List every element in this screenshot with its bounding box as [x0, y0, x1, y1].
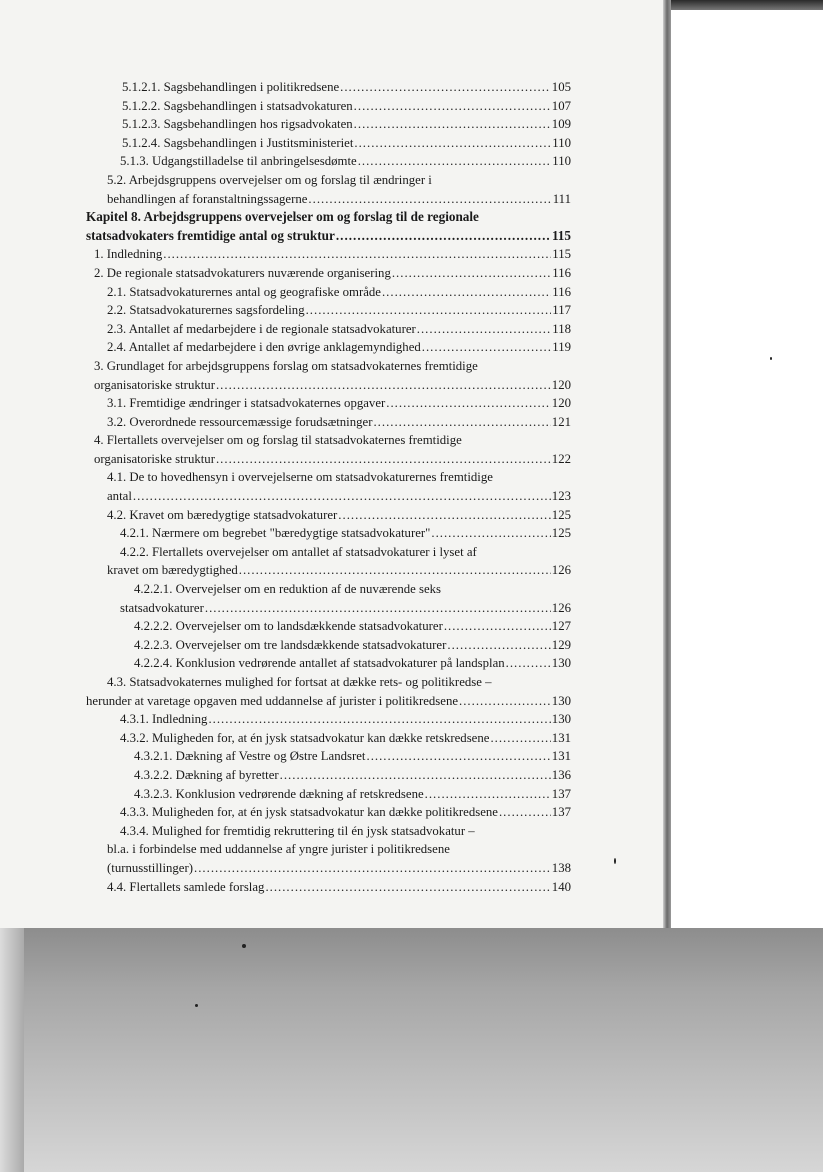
toc-entry[interactable]	[86, 710, 571, 729]
toc-entry-page: 123	[551, 489, 571, 504]
table-of-contents	[86, 78, 571, 896]
toc-entry-title: 2. De regionale statsadvokaturers nuværende organisering	[94, 265, 391, 280]
toc-entry-title: 4.3.2. Muligheden for, at én jysk statsadvokatur kan dække retskredsene	[120, 730, 490, 745]
toc-entry-page: 130	[551, 693, 571, 708]
toc-entry[interactable]	[86, 859, 571, 878]
toc-entry-page: 130	[551, 712, 571, 727]
toc-entry-title-line1: 4.2.2. Flertallets overvejelser om antallet af statsadvokaturer i lyset af	[120, 544, 477, 559]
toc-entry-title: 4.2.2.4. Konklusion vedrørende antallet af statsadvokaturer på landsplan	[134, 656, 505, 671]
toc-entry-page: 115	[552, 247, 571, 262]
toc-entry-page: 116	[552, 284, 571, 299]
toc-entry-title-line1: 4. Flertallets overvejelser om og forslag til statsadvokaternes fremtidige	[94, 433, 462, 448]
toc-entry[interactable]	[86, 785, 571, 804]
toc-entry[interactable]	[86, 97, 571, 116]
toc-entry[interactable]	[86, 283, 571, 302]
toc-entry-title: 1. Indledning	[94, 247, 163, 262]
toc-entry-title: 4.3.1. Indledning	[120, 712, 208, 727]
toc-entry-page: 120	[551, 396, 571, 411]
toc-entry-title: 2.4. Antallet af medarbejdere i den øvrige anklagemyndighed	[107, 340, 421, 355]
page-edge-shadow	[663, 0, 671, 932]
toc-entry[interactable]	[86, 803, 571, 822]
toc-entry-page: 110	[552, 154, 571, 169]
toc-entry-title: organisatoriske struktur	[94, 377, 215, 392]
toc-entry-page: 125	[551, 507, 571, 522]
toc-entry[interactable]	[86, 115, 571, 134]
toc-entry-title: behandlingen af foranstaltningssagerne	[107, 191, 308, 206]
toc-entry-title-line1: 4.2.2.1. Overvejelser om en reduktion af de nuværende seks	[134, 582, 442, 597]
chapter-page: 115	[551, 227, 571, 243]
toc-entry-title: herunder at varetage opgaven med uddannelse af jurister i politikredsene	[86, 693, 459, 708]
chapter-entry[interactable]	[86, 227, 571, 246]
toc-entry[interactable]	[86, 524, 571, 543]
toc-entry-page: 137	[551, 805, 571, 820]
toc-entry-page: 119	[552, 340, 571, 355]
toc-entry-title: 4.2.2.3. Overvejelser om tre landsdækkende statsadvokaturer	[134, 637, 447, 652]
toc-entry[interactable]	[86, 190, 571, 209]
toc-entry[interactable]	[86, 338, 571, 357]
toc-entry-page: 140	[551, 879, 571, 894]
toc-entry-title: 2.2. Statsadvokaturernes sagsfordeling	[107, 303, 305, 318]
chapter-heading-line1: Kapitel 8. Arbejdsgruppens overvejelser om og forslag til de regionale	[86, 209, 479, 225]
toc-entry-title: organisatoriske struktur	[94, 451, 215, 466]
toc-entry-page: 131	[551, 749, 571, 764]
toc-entry-title-line1: 5.2. Arbejdsgruppens overvejelser om og forslag til ændringer i	[107, 172, 432, 187]
toc-entry-title: 5.1.3. Udgangstilladelse til anbringelsesdømte	[120, 154, 357, 169]
toc-entry[interactable]	[86, 747, 571, 766]
toc-entry-page: 127	[551, 619, 571, 634]
toc-entry-title: 4.3.2.3. Konklusion vedrørende dækning af retskredsene	[134, 786, 424, 801]
toc-entry-title: 2.1. Statsadvokaturernes antal og geografiske område	[107, 284, 381, 299]
toc-entry-title: 3.1. Fremtidige ændringer i statsadvokaternes opgaver	[107, 396, 386, 411]
toc-entry-title: 4.4. Flertallets samlede forslag	[107, 879, 265, 894]
toc-entry-page: 118	[552, 321, 571, 336]
toc-entry[interactable]	[86, 766, 571, 785]
toc-entry-title: 4.2.2.2. Overvejelser om to landsdækkende statsadvokaturer	[134, 619, 443, 634]
toc-entry-page: 129	[551, 637, 571, 652]
toc-entry-page: 131	[551, 730, 571, 745]
toc-entry-title: kravet om bæredygtighed	[107, 563, 238, 578]
scan-speck	[770, 357, 772, 360]
scan-speck	[195, 1004, 198, 1007]
toc-entry-title: 5.1.2.4. Sagsbehandlingen i Justitsministeriet	[122, 135, 354, 150]
scanner-background	[0, 928, 823, 1172]
toc-entry-page: 116	[552, 265, 571, 280]
toc-entry-title-line1: 4.3. Statsadvokaternes mulighed for fortsat at dække rets- og politikredse –	[107, 675, 492, 689]
toc-entry[interactable]	[86, 78, 571, 97]
toc-entry[interactable]	[86, 636, 571, 655]
toc-entry[interactable]	[86, 134, 571, 153]
toc-entry-title: 4.2.1. Nærmere om begrebet "bæredygtige statsadvokaturer"	[120, 526, 431, 541]
toc-entry-page: 138	[551, 860, 571, 875]
toc-entry-title-line1: 4.3.4. Mulighed for fremtidig rekruttering til én jysk statsadvokatur –	[120, 823, 475, 838]
toc-entry-title: 5.1.2.3. Sagsbehandlingen hos rigsadvokaten	[122, 117, 353, 132]
toc-entry-title: 4.3.2.2. Dækning af byretter	[134, 767, 279, 782]
toc-entry[interactable]	[86, 376, 571, 395]
toc-entry-title: statsadvokaturer	[120, 600, 204, 615]
toc-entry[interactable]	[86, 654, 571, 673]
toc-entry-page: 120	[551, 377, 571, 392]
toc-entry-page: 130	[551, 656, 571, 671]
toc-entry-title-line1: 4.1. De to hovedhensyn i overvejelserne om statsadvokaturernes fremtidige	[107, 470, 493, 485]
toc-entry[interactable]	[86, 599, 571, 618]
toc-entry-title: 5.1.2.1. Sagsbehandlingen i politikredsene	[122, 80, 340, 94]
toc-entry[interactable]	[86, 487, 571, 506]
toc-entry[interactable]	[86, 413, 571, 432]
toc-entry-page: 126	[551, 563, 571, 578]
toc-entry-page: 125	[551, 526, 571, 541]
scan-speck	[242, 944, 246, 948]
toc-entry[interactable]	[86, 301, 571, 320]
toc-entry-title: 4.3.2.1. Dækning af Vestre og Østre Landsret	[134, 749, 366, 764]
toc-entry[interactable]	[86, 729, 571, 748]
toc-entry-page: 110	[552, 135, 571, 150]
toc-entry-page: 121	[551, 414, 571, 429]
toc-entry[interactable]	[86, 152, 571, 171]
toc-entry-page: 137	[551, 786, 571, 801]
toc-entry[interactable]	[86, 617, 571, 636]
toc-entry-title: 5.1.2.2. Sagsbehandlingen i statsadvokaturen	[122, 98, 353, 113]
chapter-title: statsadvokaters fremtidige antal og struktur	[86, 227, 335, 243]
toc-entry-page: 117	[552, 303, 571, 318]
toc-entry-title: 4.3.3. Muligheden for, at én jysk statsadvokatur kan dække politikredsene	[120, 805, 498, 820]
toc-entry-title: 2.3. Antallet af medarbejdere i de regionale statsadvokaturer	[107, 321, 416, 336]
toc-entry-title: 3.2. Overordnede ressourcemæssige forudsætninger	[107, 414, 373, 429]
toc-entry[interactable]	[86, 506, 571, 525]
toc-entry-page: 107	[551, 98, 571, 113]
toc-entry-title: (turnusstillinger)	[107, 860, 194, 875]
toc-entry[interactable]	[86, 245, 571, 264]
toc-entry-title: 4.2. Kravet om bæredygtige statsadvokaturer	[107, 507, 338, 522]
toc-entry[interactable]	[86, 878, 571, 897]
toc-entry-page: 111	[552, 191, 571, 206]
toc-entry-title-line2: bl.a. i forbindelse med uddannelse af yngre jurister i politikredsene	[107, 842, 450, 857]
toc-entry[interactable]	[86, 320, 571, 339]
toc-entry-page: 109	[551, 117, 571, 132]
toc-entry[interactable]	[86, 450, 571, 469]
scanner-top-edge	[671, 0, 823, 10]
toc-entry[interactable]	[86, 692, 571, 711]
toc-entry-title: antal	[107, 489, 132, 504]
toc-entry[interactable]	[86, 394, 571, 413]
scan-speck	[614, 858, 616, 864]
toc-entry-page: 136	[551, 767, 571, 782]
toc-entry-page: 126	[551, 600, 571, 615]
toc-entry[interactable]	[86, 264, 571, 283]
toc-entry-page: 105	[551, 80, 571, 94]
toc-entry[interactable]	[86, 561, 571, 580]
toc-entry-title-line1: 3. Grundlaget for arbejdsgruppens forslag om statsadvokaternes fremtidige	[94, 358, 478, 373]
scanner-left-strip	[0, 928, 24, 1172]
toc-entry-page: 122	[551, 451, 571, 466]
